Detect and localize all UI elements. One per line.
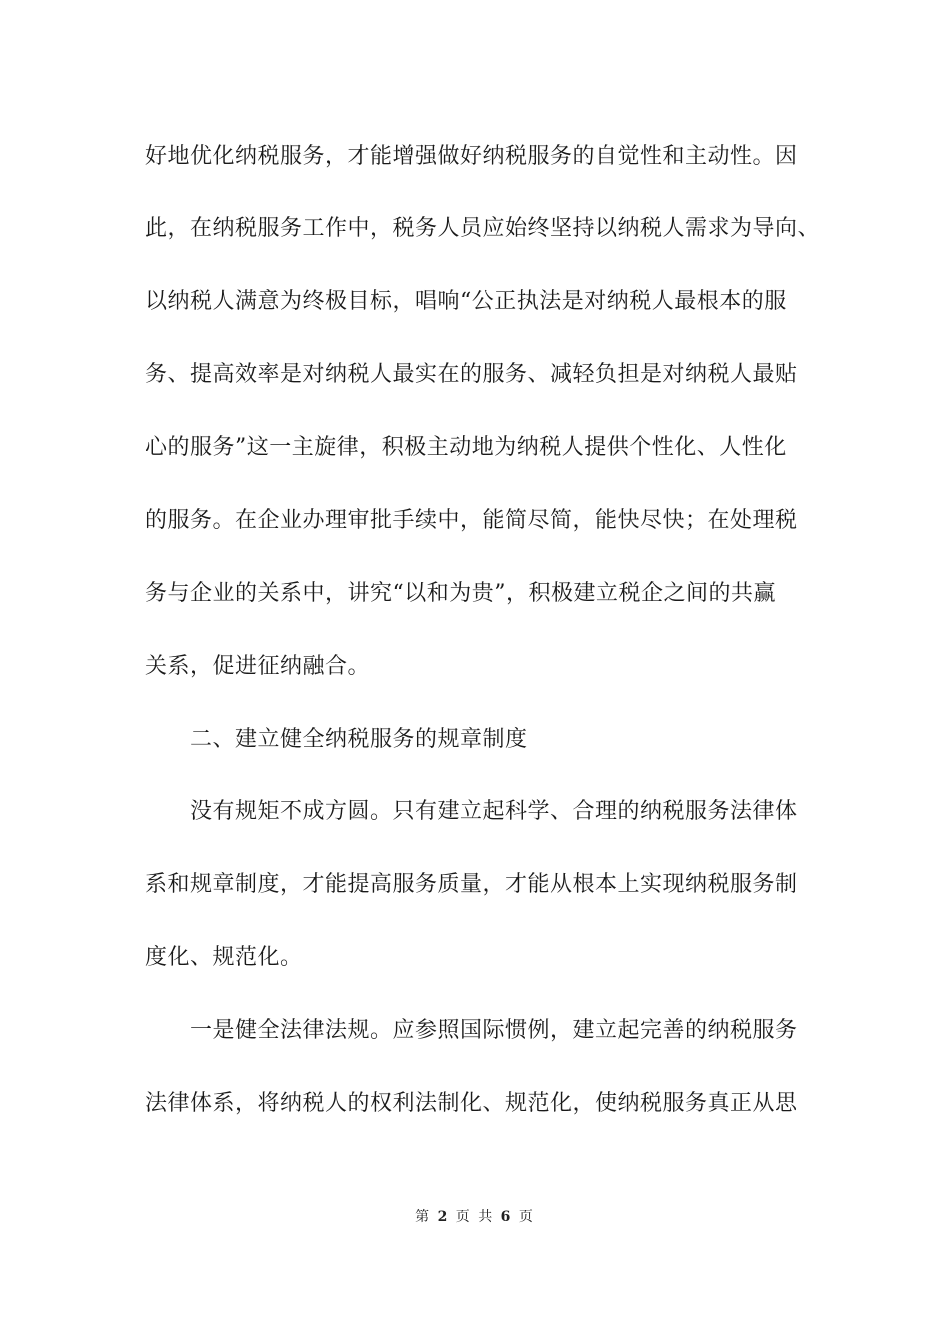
body-line-3: 以纳税人满意为终极目标，唱响“公正执法是对纳税人最根本的服	[145, 289, 787, 314]
footer-prefix: 第	[415, 1209, 432, 1225]
page-number-footer	[0, 1208, 950, 1226]
body-line-11: 系和规章制度，才能提高服务质量，才能从根本上实现纳税服务制	[145, 872, 798, 897]
body-line-14: 法律体系，将纳税人的权利法制化、规范化，使纳税服务真正从思	[145, 1091, 798, 1116]
footer-suffix: 页	[518, 1209, 535, 1225]
current-page-number: 2	[437, 1209, 450, 1225]
body-line-1: 好地优化纳税服务，才能增强做好纳税服务的自觉性和主动性。因	[145, 144, 798, 169]
body-line-7: 务与企业的关系中，讲究“以和为贵”，积极建立税企之间的共赢	[145, 581, 776, 606]
body-line-6: 的服务。在企业办理审批手续中，能简尽简，能快尽快；在处理税	[145, 508, 798, 533]
body-line-10: 没有规矩不成方圆。只有建立起科学、合理的纳税服务法律体	[190, 799, 798, 824]
body-line-12: 度化、规范化。	[145, 945, 303, 970]
body-line-2: 此，在纳税服务工作中，税务人员应始终坚持以纳税人需求为导向、	[145, 216, 821, 241]
body-line-13: 一是健全法律法规。应参照国际惯例，建立起完善的纳税服务	[190, 1018, 798, 1043]
body-line-4: 务、提高效率是对纳税人最实在的服务、减轻负担是对纳税人最贴	[145, 362, 798, 387]
body-line-8: 关系，促进征纳融合。	[145, 654, 371, 679]
section-heading: 二、建立健全纳税服务的规章制度	[190, 727, 528, 752]
total-page-number: 6	[500, 1209, 513, 1225]
body-line-5: 心的服务”这一主旋律，积极主动地为纳税人提供个性化、人性化	[145, 435, 787, 460]
footer-middle: 页 共	[455, 1209, 495, 1225]
